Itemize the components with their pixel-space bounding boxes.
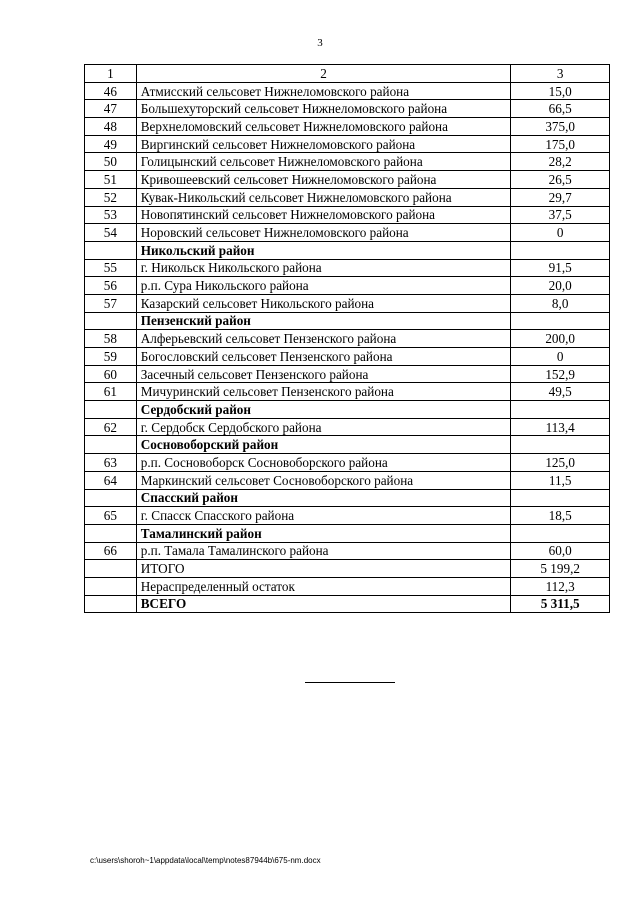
header-cell-name: 2	[136, 65, 511, 83]
end-of-document-line	[305, 682, 395, 683]
table-row	[85, 100, 610, 118]
remainder-value: 112,3	[511, 577, 610, 595]
table-row	[85, 259, 610, 277]
district-heading-row	[85, 241, 610, 259]
row-name: Алферьевский сельсовет Пензенского района	[136, 330, 511, 348]
district-heading: Спасский район	[136, 489, 511, 507]
table-row	[85, 471, 610, 489]
subtotal-label: ИТОГО	[136, 560, 511, 578]
row-number: 58	[85, 330, 137, 348]
table-row	[85, 153, 610, 171]
row-number: 66	[85, 542, 137, 560]
row-value	[511, 312, 610, 330]
table-row	[85, 135, 610, 153]
row-name: Норовский сельсовет Нижнеломовского района	[136, 224, 511, 242]
district-heading-row	[85, 436, 610, 454]
subtotal-value: 5 199,2	[511, 560, 610, 578]
row-value: 8,0	[511, 294, 610, 312]
row-value: 18,5	[511, 507, 610, 525]
district-heading: Сердобский район	[136, 401, 511, 419]
row-number: 65	[85, 507, 137, 525]
row-number: 59	[85, 348, 137, 366]
row-value: 0	[511, 348, 610, 366]
row-number	[85, 524, 137, 542]
table-row	[85, 348, 610, 366]
row-value: 200,0	[511, 330, 610, 348]
table-row	[85, 224, 610, 242]
row-number: 47	[85, 100, 137, 118]
row-name: Кривошеевский сельсовет Нижнеломовского района	[136, 171, 511, 189]
row-value: 26,5	[511, 171, 610, 189]
row-value: 15,0	[511, 82, 610, 100]
district-heading-row	[85, 524, 610, 542]
grand-total-row	[85, 595, 610, 613]
row-name: р.п. Тамала Тамалинского района	[136, 542, 511, 560]
district-heading: Никольский район	[136, 241, 511, 259]
remainder-label: Нераспределенный остаток	[136, 577, 511, 595]
row-value	[511, 401, 610, 419]
row-number	[85, 241, 137, 259]
row-number: 53	[85, 206, 137, 224]
row-name: г. Никольск Никольского района	[136, 259, 511, 277]
table-row	[85, 82, 610, 100]
row-value: 60,0	[511, 542, 610, 560]
header-cell-num: 1	[85, 65, 137, 83]
table-row	[85, 294, 610, 312]
row-value: 37,5	[511, 206, 610, 224]
row-value: 49,5	[511, 383, 610, 401]
row-value: 125,0	[511, 454, 610, 472]
row-value	[511, 241, 610, 259]
row-name: г. Сердобск Сердобского района	[136, 418, 511, 436]
row-value: 113,4	[511, 418, 610, 436]
row-name: Казарский сельсовет Никольского района	[136, 294, 511, 312]
row-name: Засечный сельсовет Пензенского района	[136, 365, 511, 383]
row-name: Новопятинский сельсовет Нижнеломовского района	[136, 206, 511, 224]
table-row	[85, 188, 610, 206]
row-name: Богословский сельсовет Пензенского района	[136, 348, 511, 366]
district-heading-row	[85, 401, 610, 419]
district-heading-row	[85, 312, 610, 330]
row-value: 175,0	[511, 135, 610, 153]
row-name: Большехуторский сельсовет Нижнеломовского района	[136, 100, 511, 118]
row-name: р.п. Сосновоборск Сосновоборского района	[136, 454, 511, 472]
page-number: 3	[317, 37, 323, 49]
row-name: Кувак-Никольский сельсовет Нижнеломовского района	[136, 188, 511, 206]
row-name: р.п. Сура Никольского района	[136, 277, 511, 295]
table-row	[85, 542, 610, 560]
district-heading-row	[85, 489, 610, 507]
row-number: 55	[85, 259, 137, 277]
header-cell-value: 3	[511, 65, 610, 83]
grand-total-label: ВСЕГО	[136, 595, 511, 613]
row-number: 46	[85, 82, 137, 100]
row-number: 61	[85, 383, 137, 401]
subtotal-row	[85, 560, 610, 578]
row-number	[85, 401, 137, 419]
row-number: 57	[85, 294, 137, 312]
table-row	[85, 454, 610, 472]
row-name: Верхнеломовский сельсовет Нижнеломовского района	[136, 118, 511, 136]
row-number: 50	[85, 153, 137, 171]
row-value	[511, 436, 610, 454]
row-name: Атмисский сельсовет Нижнеломовского района	[136, 82, 511, 100]
row-value: 152,9	[511, 365, 610, 383]
row-number: 49	[85, 135, 137, 153]
row-number: 48	[85, 118, 137, 136]
table-row	[85, 206, 610, 224]
table-row	[85, 277, 610, 295]
row-number	[85, 595, 137, 613]
row-value	[511, 489, 610, 507]
row-value: 11,5	[511, 471, 610, 489]
table-row	[85, 118, 610, 136]
row-number: 62	[85, 418, 137, 436]
row-number	[85, 312, 137, 330]
row-number	[85, 560, 137, 578]
remainder-row	[85, 577, 610, 595]
row-value: 375,0	[511, 118, 610, 136]
row-name: Маркинский сельсовет Сосновоборского района	[136, 471, 511, 489]
row-value	[511, 524, 610, 542]
footer-file-path: c:\users\shoroh~1\appdata\local\temp\notes87944b\675-nm.docx	[90, 856, 321, 865]
row-name: Голицынский сельсовет Нижнеломовского района	[136, 153, 511, 171]
row-number: 56	[85, 277, 137, 295]
district-heading: Сосновоборский район	[136, 436, 511, 454]
row-number: 64	[85, 471, 137, 489]
row-value: 20,0	[511, 277, 610, 295]
table-row	[85, 383, 610, 401]
row-number	[85, 577, 137, 595]
row-number	[85, 489, 137, 507]
row-number: 51	[85, 171, 137, 189]
row-value: 29,7	[511, 188, 610, 206]
row-name: Мичуринский сельсовет Пензенского района	[136, 383, 511, 401]
grand-total-value: 5 311,5	[511, 595, 610, 613]
row-name: г. Спасск Спасского района	[136, 507, 511, 525]
row-value: 66,5	[511, 100, 610, 118]
row-number: 52	[85, 188, 137, 206]
table-row	[85, 365, 610, 383]
table-header-row	[85, 65, 610, 83]
district-heading: Пензенский район	[136, 312, 511, 330]
table-row	[85, 418, 610, 436]
row-number	[85, 436, 137, 454]
row-number: 60	[85, 365, 137, 383]
table-row	[85, 330, 610, 348]
row-number: 63	[85, 454, 137, 472]
table-row	[85, 171, 610, 189]
row-value: 0	[511, 224, 610, 242]
table-row	[85, 507, 610, 525]
row-value: 28,2	[511, 153, 610, 171]
row-name: Виргинский сельсовет Нижнеломовского района	[136, 135, 511, 153]
allocation-table	[84, 64, 610, 613]
row-number: 54	[85, 224, 137, 242]
district-heading: Тамалинский район	[136, 524, 511, 542]
row-value: 91,5	[511, 259, 610, 277]
